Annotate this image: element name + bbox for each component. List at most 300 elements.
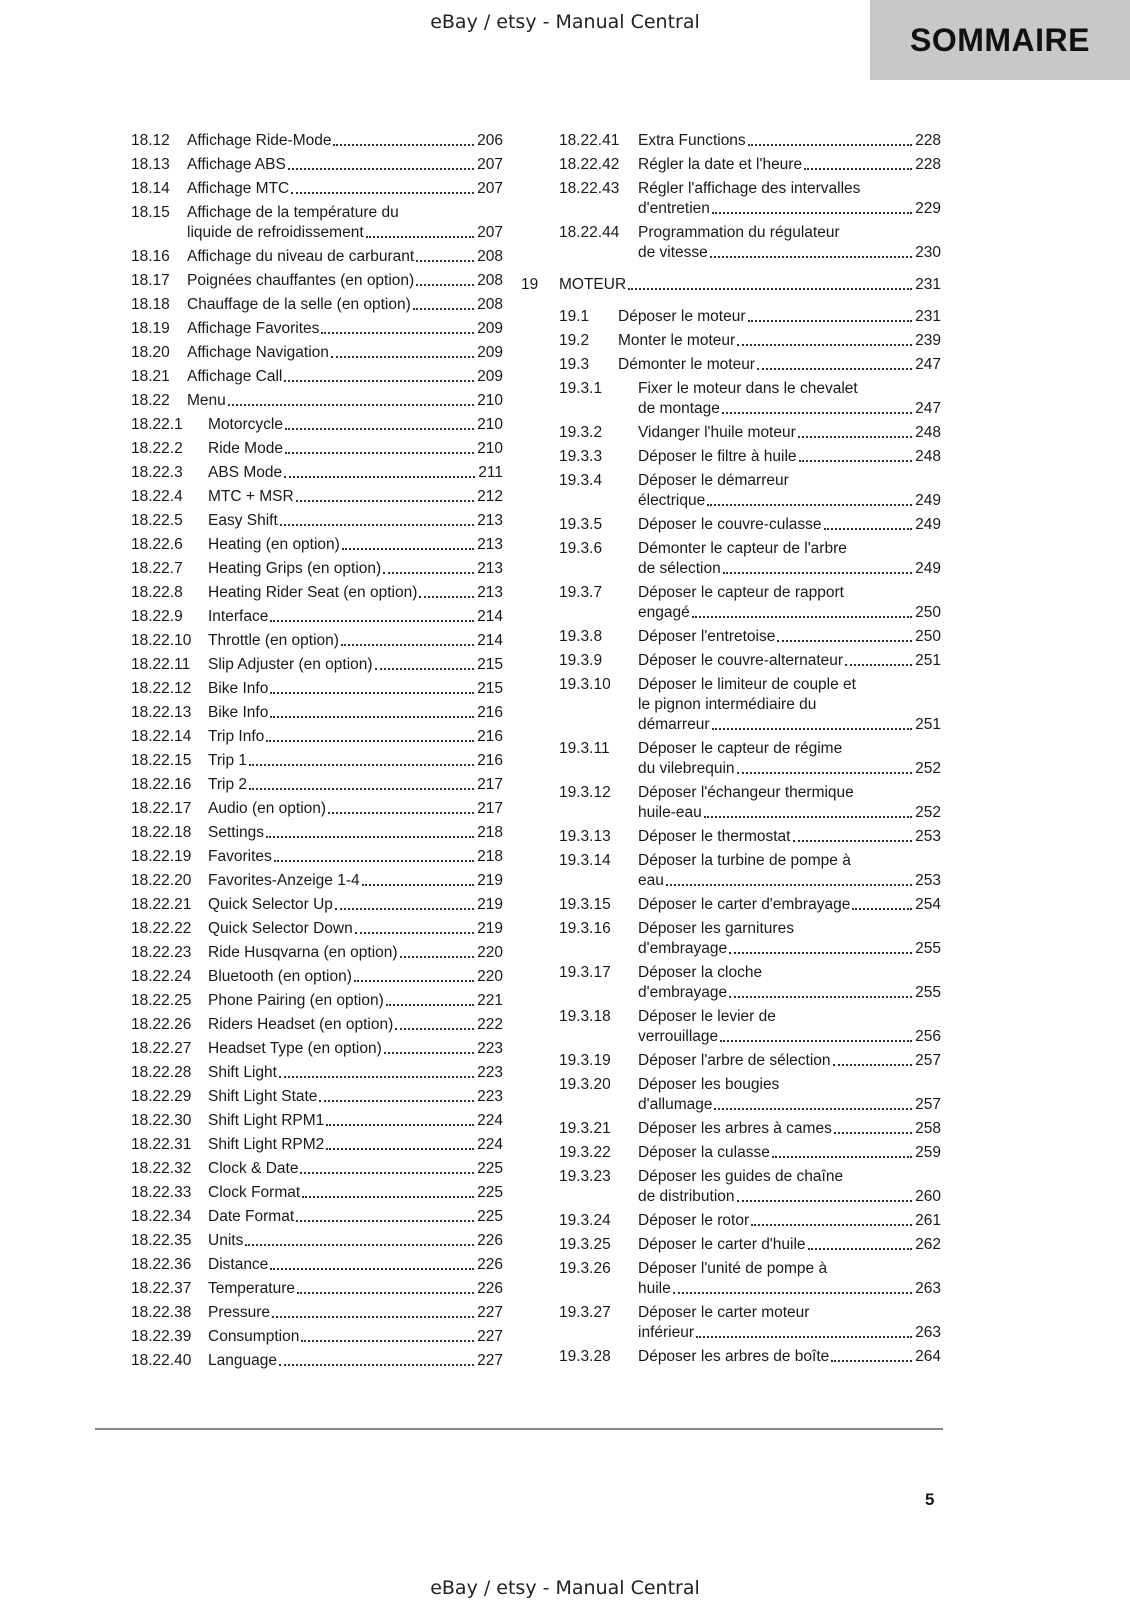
dot-leader xyxy=(777,627,912,642)
toc-entry-title: démarreur xyxy=(638,716,710,733)
toc-entry-page: 218 xyxy=(477,824,503,841)
toc-entry[interactable] xyxy=(533,423,941,443)
toc-entry-page: 225 xyxy=(477,1184,503,1201)
toc-entry[interactable] xyxy=(131,703,503,723)
toc-entry[interactable] xyxy=(533,1051,941,1071)
toc-entry-page: 255 xyxy=(915,940,941,957)
toc-entry-title: Date Format xyxy=(208,1208,295,1225)
toc-entry-page: 209 xyxy=(477,368,503,385)
toc-entry-page: 220 xyxy=(477,968,503,985)
dot-leader xyxy=(748,131,912,146)
toc-entry-title: MTC + MSR xyxy=(208,488,294,505)
dot-leader xyxy=(383,559,474,574)
toc-entry-number: 18.22.35 xyxy=(131,1232,192,1249)
toc-entry[interactable] xyxy=(533,515,941,535)
toc-entry-number: 18.22.15 xyxy=(131,752,192,769)
dot-leader xyxy=(270,679,474,694)
toc-entry-number: 18.22.21 xyxy=(131,896,192,913)
toc-entry[interactable] xyxy=(131,1279,503,1299)
toc-entry[interactable] xyxy=(533,851,941,891)
toc-entry-page: 258 xyxy=(915,1120,941,1137)
toc-entry-page: 250 xyxy=(915,628,941,645)
toc-entry-page: 225 xyxy=(477,1160,503,1177)
dot-leader xyxy=(326,1111,474,1126)
toc-entry[interactable] xyxy=(533,1235,941,1255)
toc-entry[interactable] xyxy=(131,799,503,819)
toc-entry-number: 18.22.23 xyxy=(131,944,192,961)
toc-entry-title-line: Déposer le carter moteur xyxy=(638,1304,810,1321)
toc-entry[interactable] xyxy=(533,739,941,779)
toc-entry-number: 19.3.15 xyxy=(559,896,611,913)
toc-entry[interactable] xyxy=(131,343,503,363)
toc-entry-page: 230 xyxy=(915,244,941,261)
toc-entry-number: 19.3.14 xyxy=(559,852,611,869)
toc-entry[interactable] xyxy=(131,1327,503,1347)
toc-entry-number: 19.3.12 xyxy=(559,784,611,801)
toc-entry-number: 19.3.16 xyxy=(559,920,611,937)
toc-entry-title: de montage xyxy=(638,400,720,417)
toc-entry[interactable] xyxy=(131,203,503,243)
toc-entry[interactable] xyxy=(533,1119,941,1139)
toc-entry[interactable] xyxy=(533,131,941,151)
dot-leader xyxy=(696,1323,912,1338)
toc-entry-page: 216 xyxy=(477,704,503,721)
dot-leader xyxy=(270,607,474,622)
toc-entry-title: Régler la date et l'heure xyxy=(638,156,803,173)
toc-entry-number: 18.22.20 xyxy=(131,872,192,889)
toc-entry-page: 213 xyxy=(477,584,503,601)
toc-entry-number: 18.22.43 xyxy=(559,180,620,197)
toc-entry-title: Favorites-Anzeige 1-4 xyxy=(208,872,360,889)
toc-entry[interactable] xyxy=(131,847,503,867)
toc-entry-title: Heating Grips (en option) xyxy=(208,560,382,577)
toc-entry[interactable] xyxy=(131,943,503,963)
dot-leader xyxy=(270,1255,474,1270)
toc-entry-number: 19.3 xyxy=(559,356,590,373)
toc-entry-number: 19.3.3 xyxy=(559,448,603,465)
dot-leader xyxy=(416,247,474,262)
toc-entry-title: Affichage Navigation xyxy=(187,344,329,361)
toc-entry[interactable] xyxy=(131,1255,503,1275)
toc-entry-title: Déposer le carter d'embrayage xyxy=(638,896,851,913)
dot-leader xyxy=(342,535,474,550)
toc-entry-title: de vitesse xyxy=(638,244,708,261)
toc-entry-title: huile-eau xyxy=(638,804,702,821)
toc-entry-title: Démonter le moteur xyxy=(618,356,755,373)
toc-entry-title: Favorites xyxy=(208,848,272,865)
toc-entry-number: 18.22.34 xyxy=(131,1208,192,1225)
dot-leader xyxy=(266,823,474,838)
toc-entry-number: 18.22.19 xyxy=(131,848,192,865)
dot-leader xyxy=(748,307,913,322)
toc-entry-title-line: Déposer la cloche xyxy=(638,964,763,981)
toc-entry-number: 18.22.38 xyxy=(131,1304,192,1321)
toc-entry[interactable] xyxy=(131,131,503,151)
toc-entry-page: 263 xyxy=(915,1324,941,1341)
toc-entry[interactable] xyxy=(131,775,503,795)
toc-entry-number: 19.3.8 xyxy=(559,628,603,645)
toc-entry-title: Menu xyxy=(187,392,226,409)
toc-entry[interactable] xyxy=(131,487,503,507)
toc-entry[interactable] xyxy=(533,447,941,467)
toc-entry-page: 219 xyxy=(477,872,503,889)
toc-entry[interactable] xyxy=(131,607,503,627)
toc-entry-title: Affichage du niveau de carburant xyxy=(187,248,415,265)
toc-entry[interactable] xyxy=(131,895,503,915)
toc-entry[interactable] xyxy=(533,1303,941,1343)
toc-entry-title: Clock & Date xyxy=(208,1160,299,1177)
toc-entry-title: Déposer le couvre-alternateur xyxy=(638,652,844,669)
dot-leader xyxy=(628,275,912,290)
toc-entry-number: 18.22.14 xyxy=(131,728,192,745)
toc-entry-page: 228 xyxy=(915,156,941,173)
toc-entry[interactable] xyxy=(533,963,941,1003)
toc-entry-number: 19.1 xyxy=(559,308,590,325)
toc-entry[interactable] xyxy=(131,415,503,435)
toc-entry[interactable] xyxy=(131,1087,503,1107)
toc-entry-title: Déposer l'entretoise xyxy=(638,628,776,645)
toc-entry-number: 18.17 xyxy=(131,272,170,289)
toc-entry[interactable] xyxy=(131,1063,503,1083)
toc-entry-number: 18.22 xyxy=(131,392,170,409)
toc-entry-number: 19.3.27 xyxy=(559,1304,611,1321)
toc-entry[interactable] xyxy=(533,1167,941,1207)
toc-entry-number: 18.13 xyxy=(131,156,170,173)
toc-entry-title: huile xyxy=(638,1280,671,1297)
toc-entry-title: Slip Adjuster (en option) xyxy=(208,656,373,673)
toc-entry-number: 19.3.26 xyxy=(559,1260,611,1277)
toc-entry-number: 18.14 xyxy=(131,180,170,197)
toc-entry-page: 249 xyxy=(915,516,941,533)
toc-entry[interactable] xyxy=(131,319,503,339)
toc-entry-page: 257 xyxy=(915,1052,941,1069)
toc-entry[interactable] xyxy=(131,583,503,603)
toc-entry-number: 19.3.17 xyxy=(559,964,611,981)
toc-entry[interactable] xyxy=(533,651,941,671)
toc-entry[interactable] xyxy=(131,1015,503,1035)
toc-entry-page: 211 xyxy=(478,464,503,481)
toc-entry[interactable] xyxy=(131,655,503,675)
toc-entry[interactable] xyxy=(533,539,941,579)
toc-entry[interactable] xyxy=(131,727,503,747)
toc-entry-number: 18.22.9 xyxy=(131,608,183,625)
toc-entry-title: Clock Format xyxy=(208,1184,301,1201)
dot-leader xyxy=(328,799,474,814)
dot-leader xyxy=(808,1235,913,1250)
toc-entry[interactable] xyxy=(533,919,941,959)
toc-chapter-entry[interactable] xyxy=(521,275,941,295)
toc-entry-page: 207 xyxy=(477,180,503,197)
toc-entry-number: 18.22.32 xyxy=(131,1160,192,1177)
toc-entry[interactable] xyxy=(533,1075,941,1115)
toc-entry-page: 206 xyxy=(477,132,503,149)
toc-entry-title: Quick Selector Up xyxy=(208,896,333,913)
toc-entry[interactable] xyxy=(131,271,503,291)
toc-entry-number: 19.3.7 xyxy=(559,584,603,601)
toc-entry-number: 18.22.22 xyxy=(131,920,192,937)
toc-entry[interactable] xyxy=(131,1351,503,1371)
toc-entry-number: 19.3.23 xyxy=(559,1168,611,1185)
toc-entry-page: 231 xyxy=(915,308,941,325)
toc-entry-page: 253 xyxy=(915,828,941,845)
toc-entry-number: 19.3.19 xyxy=(559,1052,611,1069)
toc-entry-number: 18.22.10 xyxy=(131,632,192,649)
dot-leader xyxy=(274,847,474,862)
toc-entry-title: Déposer le couvre-culasse xyxy=(638,516,822,533)
toc-entry[interactable] xyxy=(533,1347,941,1367)
toc-entry[interactable] xyxy=(131,463,503,483)
toc-entry[interactable] xyxy=(131,1039,503,1059)
toc-entry[interactable] xyxy=(131,535,503,555)
toc-entry-page: 263 xyxy=(915,1280,941,1297)
toc-entry-page: 219 xyxy=(477,920,503,937)
dot-leader xyxy=(249,775,474,790)
dot-leader xyxy=(729,983,912,998)
dot-leader xyxy=(297,1279,474,1294)
toc-entry-title-line: Déposer le levier de xyxy=(638,1008,776,1025)
toc-entry-page: 208 xyxy=(477,272,503,289)
toc-entry-number: 19.3.5 xyxy=(559,516,603,533)
dot-leader xyxy=(331,343,474,358)
dot-leader xyxy=(722,399,912,414)
toc-entry-number: 18.22.13 xyxy=(131,704,192,721)
toc-entry[interactable] xyxy=(533,379,941,419)
toc-entry[interactable] xyxy=(131,1135,503,1155)
toc-entry-title-line: Régler l'affichage des intervalles xyxy=(638,180,861,197)
toc-entry[interactable] xyxy=(131,751,503,771)
toc-entry-title: Déposer l'arbre de sélection xyxy=(638,1052,831,1069)
toc-entry-number: 18.22.29 xyxy=(131,1088,192,1105)
toc-entry-page: 214 xyxy=(477,632,503,649)
toc-entry-page: 209 xyxy=(477,320,503,337)
toc-entry-page: 210 xyxy=(477,392,503,409)
toc-entry-page: 256 xyxy=(915,1028,941,1045)
toc-entry-number: 18.22.27 xyxy=(131,1040,192,1057)
dot-leader xyxy=(395,1015,474,1030)
toc-entry-title: Déposer le rotor xyxy=(638,1212,750,1229)
toc-entry-page: 210 xyxy=(477,416,503,433)
toc-entry-title: Affichage Call xyxy=(187,368,283,385)
toc-entry[interactable] xyxy=(533,675,941,735)
toc-entry-page: 226 xyxy=(477,1232,503,1249)
toc-entry-title: Bike Info xyxy=(208,680,269,697)
toc-entry-number: 19.3.24 xyxy=(559,1212,611,1229)
toc-entry-title-line: Démonter le capteur de l'arbre xyxy=(638,540,847,557)
toc-entry-page: 207 xyxy=(477,224,503,241)
toc-entry-page: 224 xyxy=(477,1112,503,1129)
toc-entry[interactable] xyxy=(533,783,941,823)
toc-entry[interactable] xyxy=(131,1159,503,1179)
toc-entry-title: eau xyxy=(638,872,664,889)
toc-entry[interactable] xyxy=(533,1143,941,1163)
toc-entry-number: 18.22.16 xyxy=(131,776,192,793)
toc-entry-number: 18.22.37 xyxy=(131,1280,192,1297)
dot-leader xyxy=(723,559,912,574)
dot-leader xyxy=(845,651,912,666)
toc-entry-number: 18.19 xyxy=(131,320,170,337)
toc-entry[interactable] xyxy=(533,471,941,511)
toc-entry-title: Affichage Ride-Mode xyxy=(187,132,332,149)
toc-entry-page: 247 xyxy=(915,356,941,373)
toc-entry-page: 255 xyxy=(915,984,941,1001)
toc-entry-page: 261 xyxy=(915,1212,941,1229)
dot-leader xyxy=(386,991,474,1006)
toc-entry[interactable] xyxy=(131,1207,503,1227)
toc-entry-number: 18.22.30 xyxy=(131,1112,192,1129)
toc-entry-page: 208 xyxy=(477,296,503,313)
toc-entry-title: Distance xyxy=(208,1256,269,1273)
toc-entry-number: 18.20 xyxy=(131,344,170,361)
toc-entry[interactable] xyxy=(131,367,503,387)
toc-entry[interactable] xyxy=(131,1231,503,1251)
dot-leader xyxy=(692,603,912,618)
toc-entry-number: 19 xyxy=(521,276,539,293)
toc-entry-title: Heating Rider Seat (en option) xyxy=(208,584,418,601)
toc-entry-page: 221 xyxy=(477,992,503,1009)
toc-entry[interactable] xyxy=(533,1211,941,1231)
toc-entry-number: 19.3.11 xyxy=(559,740,610,757)
toc-entry[interactable] xyxy=(533,155,941,175)
toc-entry-title: Settings xyxy=(208,824,265,841)
toc-entry-page: 227 xyxy=(477,1328,503,1345)
dot-leader xyxy=(285,439,474,454)
toc-entry[interactable] xyxy=(533,627,941,647)
toc-entry-page: 251 xyxy=(915,652,941,669)
dot-leader xyxy=(852,895,912,910)
toc-entry[interactable] xyxy=(533,827,941,847)
toc-entry[interactable] xyxy=(533,1259,941,1299)
dot-leader xyxy=(673,1279,912,1294)
toc-entry-page: 223 xyxy=(477,1040,503,1057)
toc-entry-number: 18.22.26 xyxy=(131,1016,192,1033)
dot-leader xyxy=(362,871,475,886)
dot-leader xyxy=(834,1119,912,1134)
toc-entry[interactable] xyxy=(533,355,941,375)
toc-entry-page: 249 xyxy=(915,492,941,509)
toc-entry[interactable] xyxy=(131,1303,503,1323)
toc-entry[interactable] xyxy=(131,155,503,175)
toc-entry-title: Shift Light RPM1 xyxy=(208,1112,325,1129)
toc-entry[interactable] xyxy=(131,1183,503,1203)
toc-entry-title: Easy Shift xyxy=(208,512,278,529)
dot-leader xyxy=(799,447,913,462)
toc-entry-title: Interface xyxy=(208,608,269,625)
toc-entry[interactable] xyxy=(131,967,503,987)
toc-entry-title: Pressure xyxy=(208,1304,271,1321)
toc-entry-title: ABS Mode xyxy=(208,464,283,481)
toc-entry-page: 227 xyxy=(477,1304,503,1321)
toc-entry[interactable] xyxy=(533,1007,941,1047)
dot-leader xyxy=(712,199,912,214)
toc-entry[interactable] xyxy=(131,919,503,939)
toc-entry-title: du vilebrequin xyxy=(638,760,735,777)
toc-entry[interactable] xyxy=(131,631,503,651)
toc-entry-page: 214 xyxy=(477,608,503,625)
dot-leader xyxy=(707,491,912,506)
dot-leader xyxy=(720,1027,912,1042)
toc-entry[interactable] xyxy=(533,895,941,915)
toc-entry[interactable] xyxy=(131,247,503,267)
toc-entry-title: Vidanger l'huile moteur xyxy=(638,424,796,441)
dot-leader xyxy=(416,271,474,286)
toc-entry-title: Ride Mode xyxy=(208,440,283,457)
toc-entry[interactable] xyxy=(533,583,941,623)
toc-entry-title: Quick Selector Down xyxy=(208,920,353,937)
toc-entry-title: liquide de refroidissement xyxy=(187,224,364,241)
toc-entry-page: 252 xyxy=(915,804,941,821)
toc-entry-number: 18.22.31 xyxy=(131,1136,192,1153)
toc-entry[interactable] xyxy=(131,391,503,411)
dot-leader xyxy=(284,463,475,478)
toc-entry-page: 257 xyxy=(915,1096,941,1113)
dot-leader xyxy=(824,515,913,530)
toc-entry[interactable] xyxy=(131,871,503,891)
toc-entry[interactable] xyxy=(533,307,941,327)
toc-entry[interactable] xyxy=(533,223,941,263)
dot-leader xyxy=(272,1303,474,1318)
toc-entry-title-line: Affichage de la température du xyxy=(187,204,399,221)
toc-entry-title: Consumption xyxy=(208,1328,300,1345)
toc-entry-title: d'entretien xyxy=(638,200,710,217)
toc-entry[interactable] xyxy=(131,511,503,531)
toc-entry[interactable] xyxy=(131,823,503,843)
toc-entry[interactable] xyxy=(533,331,941,351)
dot-leader xyxy=(319,1087,474,1102)
toc-entry[interactable] xyxy=(131,991,503,1011)
dot-leader xyxy=(270,703,474,718)
toc-entry-title: Chauffage de la selle (en option) xyxy=(187,296,411,313)
dot-leader xyxy=(249,751,474,766)
toc-entry-title: Bluetooth (en option) xyxy=(208,968,352,985)
toc-entry[interactable] xyxy=(131,1111,503,1131)
toc-entry[interactable] xyxy=(131,295,503,315)
toc-entry-number: 19.3.10 xyxy=(559,676,611,693)
toc-entry-page: 259 xyxy=(915,1144,941,1161)
toc-entry-title: électrique xyxy=(638,492,706,509)
dot-leader xyxy=(280,511,474,526)
toc-entry-title: Affichage ABS xyxy=(187,156,286,173)
toc-entry-number: 19.3.18 xyxy=(559,1008,611,1025)
dot-leader xyxy=(296,487,474,502)
toc-entry-page: 224 xyxy=(477,1136,503,1153)
toc-entry[interactable] xyxy=(131,439,503,459)
toc-entry-number: 19.3.21 xyxy=(559,1120,611,1137)
toc-entry-title: Déposer le moteur xyxy=(618,308,746,325)
dot-leader xyxy=(288,155,474,170)
dot-leader xyxy=(296,1207,474,1222)
toc-entry[interactable] xyxy=(533,179,941,219)
toc-entry-number: 19.3.4 xyxy=(559,472,603,489)
toc-entry-title-line: Déposer les garnitures xyxy=(638,920,794,937)
toc-entry[interactable] xyxy=(131,179,503,199)
toc-entry[interactable] xyxy=(131,559,503,579)
toc-entry-title: Ride Husqvarna (en option) xyxy=(208,944,398,961)
toc-entry-title: Bike Info xyxy=(208,704,269,721)
dot-leader xyxy=(228,391,474,406)
toc-entry-page: 227 xyxy=(477,1352,503,1369)
toc-entry[interactable] xyxy=(131,679,503,699)
toc-entry-page: 252 xyxy=(915,760,941,777)
toc-entry-page: 219 xyxy=(477,896,503,913)
toc-entry-number: 18.22.33 xyxy=(131,1184,192,1201)
toc-entry-title: MOTEUR xyxy=(559,276,627,293)
dot-leader xyxy=(798,423,912,438)
toc-entry-title: Units xyxy=(208,1232,244,1249)
toc-entry-title: Déposer le carter d'huile xyxy=(638,1236,806,1253)
dot-leader xyxy=(831,1347,912,1362)
toc-entry-title: Shift Light RPM2 xyxy=(208,1136,325,1153)
toc-entry-page: 223 xyxy=(477,1064,503,1081)
